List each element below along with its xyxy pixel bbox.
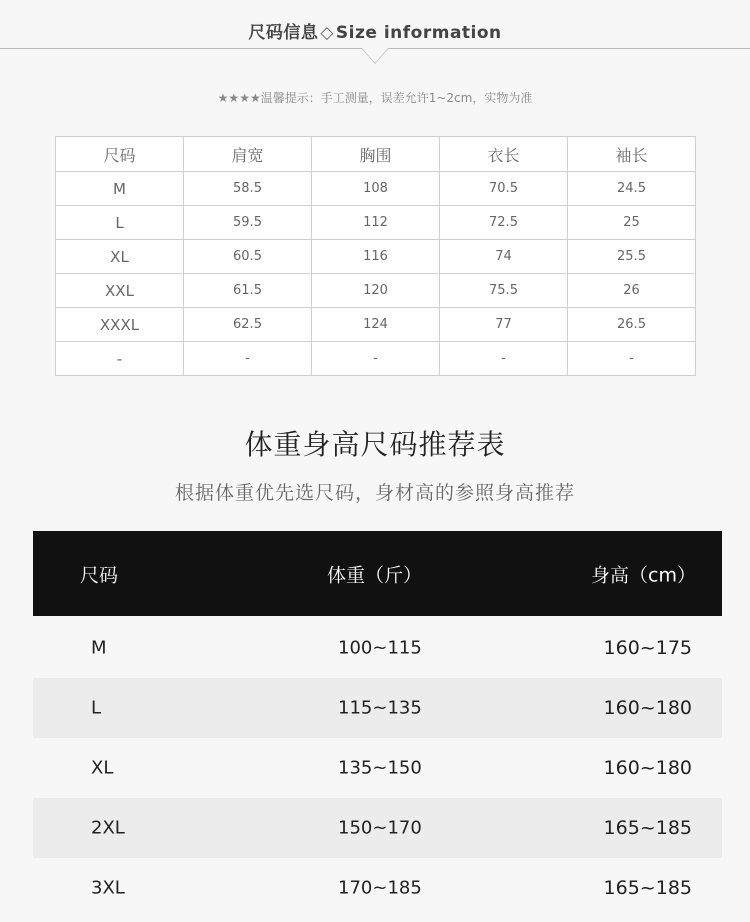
size-table-header bbox=[56, 137, 696, 172]
recommend-subtitle: 根据体重优先选尺码，身材高的参照身高推荐 bbox=[174, 482, 575, 504]
table-cell: 72.5 bbox=[440, 206, 568, 240]
list-item bbox=[33, 858, 722, 918]
table-cell: - bbox=[184, 342, 312, 376]
table-cell: XXXL bbox=[56, 308, 184, 342]
recommend-header bbox=[33, 531, 722, 616]
rec-height: 165~185 bbox=[603, 817, 692, 839]
table-cell: 120 bbox=[312, 274, 440, 308]
table-cell: 24.5 bbox=[568, 172, 696, 206]
table-cell: 60.5 bbox=[184, 240, 312, 274]
rec-height: 160~175 bbox=[603, 637, 692, 659]
list-item bbox=[33, 678, 722, 738]
rec-size: L bbox=[91, 697, 102, 719]
table-cell: 62.5 bbox=[184, 308, 312, 342]
table-cell: M bbox=[56, 172, 184, 206]
rec-height: 160~180 bbox=[603, 697, 692, 719]
table-row bbox=[56, 308, 696, 342]
header-cell-shoulder: 肩宽 bbox=[184, 137, 312, 172]
table-cell: - bbox=[312, 342, 440, 376]
table-cell: 26.5 bbox=[568, 308, 696, 342]
header-cell-size: 尺码 bbox=[56, 137, 184, 172]
header-cell-length: 衣长 bbox=[440, 137, 568, 172]
rec-weight: 115~135 bbox=[338, 697, 422, 719]
table-row bbox=[56, 274, 696, 308]
rec-weight: 150~170 bbox=[338, 817, 422, 839]
table-cell: 112 bbox=[312, 206, 440, 240]
table-cell: 124 bbox=[312, 308, 440, 342]
list-item bbox=[33, 618, 722, 678]
rec-height: 160~180 bbox=[603, 757, 692, 779]
table-cell: 70.5 bbox=[440, 172, 568, 206]
size-table bbox=[55, 136, 696, 376]
table-cell: 61.5 bbox=[184, 274, 312, 308]
table-cell: 25.5 bbox=[568, 240, 696, 274]
table-cell: 77 bbox=[440, 308, 568, 342]
list-item bbox=[33, 738, 722, 798]
header-cell-chest: 胸围 bbox=[312, 137, 440, 172]
rec-weight: 100~115 bbox=[338, 637, 422, 659]
table-row bbox=[56, 240, 696, 274]
table-cell: - bbox=[56, 342, 184, 376]
rec-size: 3XL bbox=[91, 877, 125, 899]
table-cell: XL bbox=[56, 240, 184, 274]
table-cell: L bbox=[56, 206, 184, 240]
table-cell: 108 bbox=[312, 172, 440, 206]
table-cell: 75.5 bbox=[440, 274, 568, 308]
table-row bbox=[56, 206, 696, 240]
table-row bbox=[56, 172, 696, 206]
table-cell: - bbox=[568, 342, 696, 376]
table-cell: 58.5 bbox=[184, 172, 312, 206]
rec-height: 165~185 bbox=[603, 877, 692, 899]
recommend-title: 体重身高尺码推荐表 bbox=[244, 428, 506, 461]
table-cell: 26 bbox=[568, 274, 696, 308]
diamond-icon: ◇ bbox=[320, 23, 334, 43]
table-cell: 25 bbox=[568, 206, 696, 240]
rec-size: M bbox=[91, 637, 107, 659]
rec-size: 2XL bbox=[91, 817, 125, 839]
header-cell-weight: 体重（斤） bbox=[327, 564, 423, 586]
section-title-en: Size information bbox=[335, 23, 502, 43]
header-cell-size: 尺码 bbox=[80, 564, 119, 586]
rec-weight: 170~185 bbox=[338, 877, 422, 899]
rec-size: XL bbox=[91, 757, 114, 779]
table-cell: - bbox=[440, 342, 568, 376]
rec-weight: 135~150 bbox=[338, 757, 422, 779]
table-cell: 59.5 bbox=[184, 206, 312, 240]
table-cell: 74 bbox=[440, 240, 568, 274]
section-header bbox=[0, 18, 750, 43]
header-cell-height: 身高（cm） bbox=[591, 564, 696, 586]
measurement-tip: ★★★★温馨提示：手工测量，误差允许1~2cm，实物为准 bbox=[217, 91, 533, 105]
table-row bbox=[56, 342, 696, 376]
table-cell: 116 bbox=[312, 240, 440, 274]
header-cell-sleeve: 袖长 bbox=[568, 137, 696, 172]
table-cell: XXL bbox=[56, 274, 184, 308]
list-item bbox=[33, 798, 722, 858]
section-title-cn: 尺码信息 bbox=[248, 23, 319, 43]
